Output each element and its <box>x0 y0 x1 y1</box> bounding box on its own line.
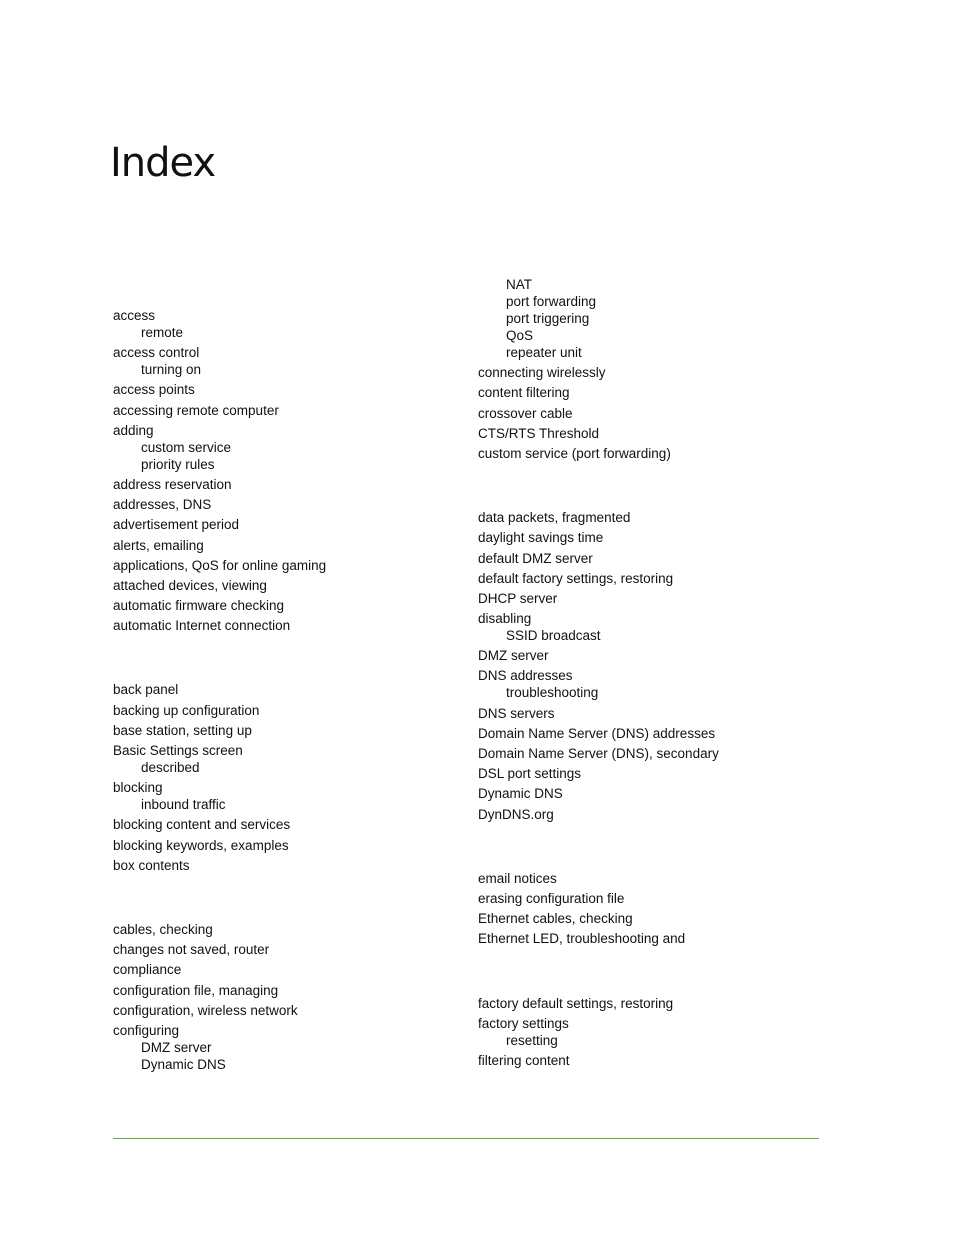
index-entry <box>478 910 818 927</box>
index-term: Domain Name Server (DNS), secondary <box>478 746 719 761</box>
index-term: access points <box>113 382 195 398</box>
index-entry <box>478 667 818 701</box>
index-entry <box>113 702 453 719</box>
index-subterm: priority rules <box>141 456 215 472</box>
index-term: factory settings <box>478 1015 569 1031</box>
index-subterm: port triggering <box>506 311 590 326</box>
group-separator <box>478 465 818 509</box>
index-column-left <box>113 307 453 1076</box>
index-entry <box>113 779 453 813</box>
index-entry <box>478 445 818 462</box>
index-entry <box>478 890 818 907</box>
index-term: daylight savings time <box>478 530 604 546</box>
index-entry <box>113 742 453 776</box>
index-entry <box>478 785 818 802</box>
index-term: automatic Internet connection <box>113 618 291 634</box>
index-subterm: remote <box>141 325 184 340</box>
index-entry <box>478 870 818 887</box>
index-term: data packets, fragmented <box>478 510 631 526</box>
index-term: configuring <box>113 1022 180 1038</box>
index-group <box>113 921 453 1073</box>
index-term: Dynamic DNS <box>478 786 563 802</box>
index-entry <box>478 590 818 607</box>
index-term: alerts, emailing <box>113 537 204 553</box>
index-entry <box>113 722 453 739</box>
index-group <box>478 870 818 948</box>
group-separator <box>478 951 818 995</box>
index-term: box contents <box>113 857 190 873</box>
index-term: DNS servers <box>478 705 555 721</box>
index-subterm: inbound traffic <box>141 797 226 813</box>
index-entry <box>478 995 818 1012</box>
index-entry <box>113 1022 453 1073</box>
index-entry <box>478 705 818 722</box>
index-subterm: troubleshooting <box>506 685 599 701</box>
index-term: Basic Settings screen <box>113 743 243 758</box>
index-entry <box>113 496 453 513</box>
index-term: CTS/RTS Threshold <box>478 425 600 441</box>
index-term: Ethernet LED, troubleshooting and <box>478 931 686 947</box>
index-group <box>113 681 453 873</box>
index-entry <box>478 806 818 823</box>
index-subterm: custom service <box>141 439 232 455</box>
index-term: changes not saved, router <box>113 942 270 958</box>
index-term: attached devices, viewing <box>113 577 267 593</box>
page-title: Index <box>110 140 216 186</box>
index-term: disabling <box>478 611 532 627</box>
index-subterm: repeater unit <box>506 345 582 360</box>
index-term: access <box>113 308 156 323</box>
index-entry <box>113 402 453 419</box>
index-entry <box>113 422 453 473</box>
group-separator <box>113 637 453 681</box>
index-term: DHCP server <box>478 590 558 606</box>
index-entry <box>478 570 818 587</box>
index-term: DNS addresses <box>478 668 573 684</box>
index-entry <box>478 647 818 664</box>
index-term: cables, checking <box>113 921 213 937</box>
index-entry <box>113 557 453 574</box>
index-group <box>113 307 453 634</box>
index-subterm: described <box>141 760 200 775</box>
index-subterm: QoS <box>506 328 534 343</box>
index-term: back panel <box>113 682 179 698</box>
index-entry <box>478 509 818 526</box>
index-entry <box>113 857 453 874</box>
index-entry <box>113 344 453 378</box>
index-entry <box>113 982 453 999</box>
index-entry <box>478 364 818 381</box>
index-term: DynDNS.org <box>478 806 554 822</box>
index-term: compliance <box>113 962 182 978</box>
index-term: access control <box>113 345 200 361</box>
index-term: DMZ server <box>478 648 549 664</box>
index-entry <box>478 725 818 742</box>
index-term: email notices <box>478 870 557 886</box>
index-entry <box>113 837 453 854</box>
index-term: Domain Name Server (DNS) addresses <box>478 725 716 741</box>
index-subterm: Dynamic DNS <box>141 1056 226 1072</box>
index-term: address reservation <box>113 476 232 492</box>
index-term: accessing remote computer <box>113 402 279 418</box>
index-subterm: turning on <box>141 362 202 378</box>
index-entry <box>478 765 818 782</box>
index-entry <box>113 537 453 554</box>
index-entry <box>113 577 453 594</box>
index-term: custom service (port forwarding) <box>478 445 671 461</box>
index-entry <box>478 930 818 947</box>
index-subterm: DMZ server <box>141 1039 212 1055</box>
index-entry <box>478 550 818 567</box>
index-term: advertisement period <box>113 517 240 533</box>
index-term: factory default settings, restoring <box>478 995 674 1011</box>
index-entry <box>478 1015 818 1049</box>
index-term: blocking content and services <box>113 817 291 833</box>
group-separator <box>113 877 453 921</box>
index-entry <box>113 816 453 833</box>
index-entry <box>113 381 453 398</box>
index-entry <box>113 681 453 698</box>
index-entry <box>113 941 453 958</box>
index-subterm: resetting <box>506 1032 558 1048</box>
index-entry <box>113 307 453 341</box>
index-term: default factory settings, restoring <box>478 570 674 586</box>
index-entry <box>113 476 453 493</box>
index-term: adding <box>113 422 154 438</box>
index-column-right <box>478 276 818 1072</box>
index-entry <box>478 745 818 762</box>
index-entry <box>113 961 453 978</box>
index-term: base station, setting up <box>113 722 252 738</box>
index-group <box>478 509 818 822</box>
index-entry <box>113 1002 453 1019</box>
index-term: crossover cable <box>478 405 573 421</box>
index-subterm: NAT <box>506 277 532 292</box>
index-term: DSL port settings <box>478 766 582 782</box>
index-term: configuration file, managing <box>113 982 279 998</box>
index-term: blocking keywords, examples <box>113 837 289 853</box>
footer-rule <box>113 1138 819 1139</box>
index-term: backing up configuration <box>113 702 260 718</box>
index-term: automatic firmware checking <box>113 598 285 614</box>
index-entry <box>478 405 818 422</box>
index-entry <box>478 425 818 442</box>
index-term: connecting wirelessly <box>478 365 606 381</box>
index-term: addresses, DNS <box>113 497 212 513</box>
index-term: blocking <box>113 780 163 796</box>
index-entry <box>478 384 818 401</box>
index-entry <box>113 516 453 533</box>
index-subterm: SSID broadcast <box>506 628 601 644</box>
index-subterm: port forwarding <box>506 294 597 309</box>
index-term: content filtering <box>478 385 570 401</box>
index-term: default DMZ server <box>478 550 593 566</box>
index-group <box>478 276 818 462</box>
index-term: applications, QoS for online gaming <box>113 557 327 573</box>
index-entry <box>113 617 453 634</box>
index-group <box>478 995 818 1069</box>
index-term: filtering content <box>478 1052 570 1068</box>
group-separator <box>478 826 818 870</box>
index-term: Ethernet cables, checking <box>478 911 633 927</box>
index-term: configuration, wireless network <box>113 1002 298 1018</box>
index-entry <box>113 921 453 938</box>
index-entry <box>478 610 818 644</box>
index-entry <box>478 529 818 546</box>
index-entry <box>478 1052 818 1069</box>
index-entry <box>478 276 818 361</box>
index-term: erasing configuration file <box>478 890 625 906</box>
index-entry <box>113 597 453 614</box>
